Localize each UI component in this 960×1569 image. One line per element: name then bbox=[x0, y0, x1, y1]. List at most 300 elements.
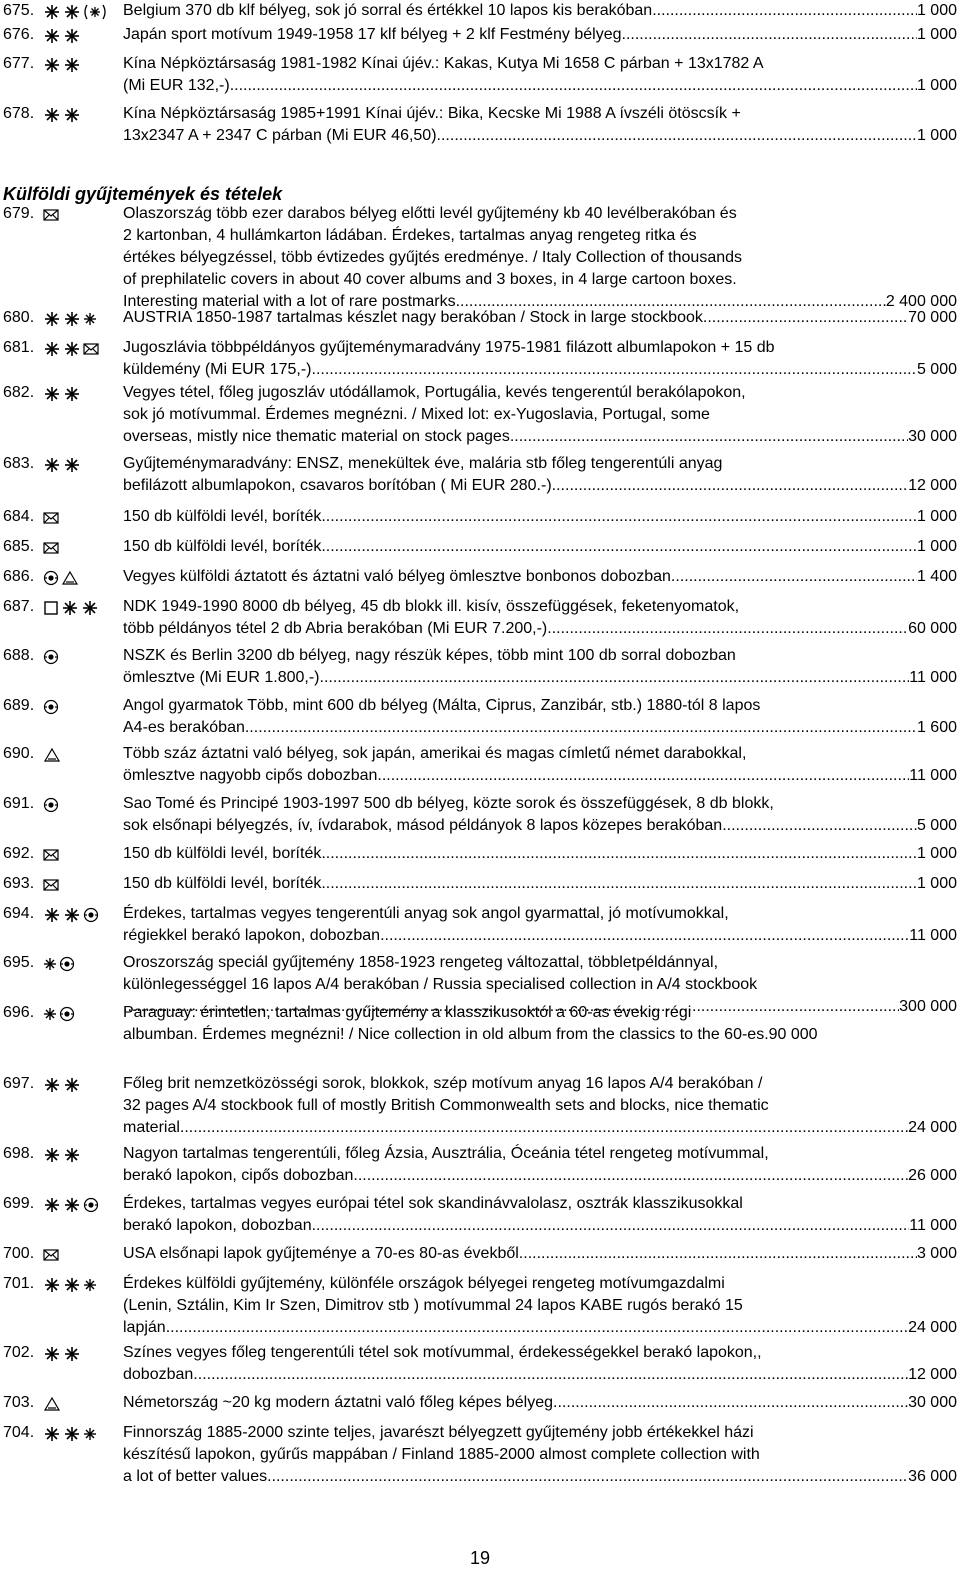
description-line bbox=[123, 1444, 957, 1466]
cancelled-icon bbox=[83, 907, 99, 923]
description-line bbox=[123, 596, 957, 618]
cancelled-icon bbox=[43, 649, 59, 665]
description-text: Paraguay: érintetlen, tartalmas gyűjtemény a klasszikusoktól a 60-as évekig régi bbox=[123, 1004, 692, 1021]
dot-leader bbox=[722, 815, 917, 837]
description-line bbox=[123, 359, 957, 381]
dot-leader bbox=[353, 1165, 908, 1187]
condition-icons bbox=[43, 341, 99, 357]
description-text: material bbox=[123, 1119, 180, 1136]
description-text: (Lenin, Sztálin, Kim Ir Szen, Dimitrov stb ) motívummal 24 lapos KABE rugós berakó 15 bbox=[123, 1297, 743, 1314]
description-text: 32 pages A/4 stockbook full of mostly British Commonwealth sets and blocks, nice thematic bbox=[123, 1097, 769, 1114]
condition-icons bbox=[43, 1426, 97, 1442]
description-line bbox=[123, 1466, 957, 1488]
description-line bbox=[123, 1342, 957, 1364]
description-text: berakó lapokon, cipős dobozban bbox=[123, 1167, 354, 1184]
envelope-icon bbox=[83, 342, 99, 356]
mint-hinged-icon bbox=[43, 57, 61, 73]
dot-leader bbox=[193, 1364, 908, 1386]
lot-number: 693. bbox=[3, 875, 35, 892]
envelope-icon bbox=[43, 848, 59, 862]
description-line bbox=[123, 1273, 957, 1295]
description-line bbox=[123, 793, 957, 815]
lot-number: 696. bbox=[3, 1004, 35, 1021]
envelope-icon bbox=[43, 541, 59, 555]
condition-icons bbox=[43, 386, 81, 402]
lot-number: 678. bbox=[3, 105, 35, 122]
lot-price: 26 000 bbox=[908, 1167, 957, 1184]
description-line bbox=[123, 952, 957, 974]
cancelled-icon bbox=[59, 1006, 75, 1022]
lot-description bbox=[123, 453, 957, 497]
condition-icons bbox=[43, 4, 107, 20]
description-text: Több száz áztatni való bélyeg, sok japán, amerikai és magas címletű német darabokkal, bbox=[123, 745, 747, 762]
lot-description bbox=[123, 1193, 957, 1237]
condition-icons bbox=[43, 1147, 81, 1163]
lot-number: 690. bbox=[3, 745, 35, 762]
description-line bbox=[123, 1117, 957, 1139]
lot-number: 681. bbox=[3, 339, 35, 356]
dot-leader bbox=[321, 506, 917, 528]
section-heading: Külföldi gyűjtemények és tételek bbox=[3, 184, 283, 204]
lot-number: 691. bbox=[3, 795, 35, 812]
lot-description bbox=[123, 382, 957, 448]
description-line bbox=[123, 695, 957, 717]
dot-leader bbox=[312, 1215, 910, 1237]
lot-number: 684. bbox=[3, 508, 35, 525]
mint-hinged-icon bbox=[63, 386, 81, 402]
lot-number: 676. bbox=[3, 26, 35, 43]
description-text: több példányos tétel 2 db Abria berakóban (Mi EUR 7.200,-) bbox=[123, 620, 548, 637]
lot-description bbox=[123, 903, 957, 947]
cancelled-icon bbox=[83, 1197, 99, 1213]
on-paper-icon bbox=[43, 747, 61, 763]
dot-leader bbox=[267, 1466, 908, 1488]
description-text: különlegességgel 16 lapos A/4 berakóban / Russia specialised collection in A/4 stockbook bbox=[123, 976, 758, 993]
condition-icons bbox=[43, 28, 81, 44]
dot-leader bbox=[622, 24, 917, 46]
description-text: Kína Népköztársaság 1981-1982 Kínai újév.: Kakas, Kutya Mi 1658 C párban + 13x1782 A bbox=[123, 55, 764, 72]
mint-hinged-icon bbox=[43, 311, 61, 327]
lot-price: 60 000 bbox=[908, 620, 957, 637]
lot-price: 11 000 bbox=[909, 767, 957, 784]
condition-icons bbox=[43, 649, 59, 665]
description-text: Gyűjteménymaradvány: ENSZ, menekültek éve, malária stb főleg tengerentúli anyag bbox=[123, 455, 723, 472]
lot-description bbox=[123, 1342, 957, 1386]
lot-description bbox=[123, 793, 957, 837]
lot-number: 700. bbox=[3, 1245, 35, 1262]
lot-description bbox=[123, 203, 957, 313]
condition-icons bbox=[43, 847, 59, 863]
mint-hinged-icon bbox=[63, 907, 81, 923]
lot-number: 697. bbox=[3, 1075, 35, 1092]
on-paper-icon bbox=[61, 570, 79, 586]
envelope-icon bbox=[43, 1248, 59, 1262]
description-text: küldemény (Mi EUR 175,-) bbox=[123, 361, 312, 378]
lot-number: 703. bbox=[3, 1394, 35, 1411]
description-text: Vegyes tétel, főleg jugoszláv utódállamok, Portugália, kevés tengerentúl berakólapokon, bbox=[123, 384, 746, 401]
description-text: Érdekes, tartalmas vegyes tengerentúli anyag sok angol gyarmattal, jó motívumokkal, bbox=[123, 905, 729, 922]
condition-icons bbox=[43, 1006, 75, 1022]
description-line bbox=[123, 1143, 957, 1165]
lot-price: 36 000 bbox=[908, 1468, 957, 1485]
hinged-icon bbox=[83, 1426, 97, 1442]
lot-number: 695. bbox=[3, 954, 35, 971]
description-text: A4-es berakóban bbox=[123, 719, 245, 736]
lot-number: 680. bbox=[3, 309, 35, 326]
dot-leader bbox=[652, 0, 917, 22]
description-line bbox=[123, 1095, 957, 1117]
description-line bbox=[123, 337, 957, 359]
description-line bbox=[123, 24, 957, 46]
lot-price: 1 000 bbox=[916, 508, 957, 525]
condition-icons bbox=[43, 510, 59, 526]
lot-price: 1 000 bbox=[916, 26, 957, 43]
lot-number: 694. bbox=[3, 905, 35, 922]
lot-number: 698. bbox=[3, 1145, 35, 1162]
description-text: Érdekes, tartalmas vegyes európai tétel sok skandinávvalolasz, osztrák klasszikusokkal bbox=[123, 1195, 743, 1212]
mint-hinged-icon bbox=[63, 57, 81, 73]
mint-hinged-icon bbox=[43, 907, 61, 923]
lot-price: 11 000 bbox=[909, 669, 957, 686]
description-text: AUSTRIA 1850-1987 tartalmas készlet nagy berakóban / Stock in large stockbook bbox=[123, 309, 703, 326]
lot-number: 685. bbox=[3, 538, 35, 555]
description-line bbox=[123, 717, 957, 739]
dot-leader bbox=[321, 536, 917, 558]
description-line bbox=[123, 269, 957, 291]
description-text: készítésű lapokon, gyűrűs mappában / Finland 1885-2000 almost complete collection with bbox=[123, 1446, 760, 1463]
description-text: Oroszország speciál gyűjtemény 1858-1923 rengeteg változattal, többletpéldánnyal, bbox=[123, 954, 719, 971]
dot-leader bbox=[380, 925, 909, 947]
mint-hinged-icon bbox=[43, 1147, 61, 1163]
lot-description bbox=[123, 1143, 957, 1187]
lot-price: 3 000 bbox=[916, 1245, 957, 1262]
lot-price: 2 400 000 bbox=[885, 293, 957, 310]
description-line bbox=[123, 426, 957, 448]
description-line bbox=[123, 765, 957, 787]
description-text: albumban. Érdemes megnézni! / Nice collection in old album from the classics to the 60-es. bbox=[123, 1026, 769, 1043]
description-line bbox=[123, 103, 957, 125]
description-text: 13x2347 A + 2347 C párban (Mi EUR 46,50) bbox=[123, 127, 437, 144]
dot-leader bbox=[377, 765, 909, 787]
description-line bbox=[123, 506, 957, 528]
description-line bbox=[123, 974, 957, 996]
description-line bbox=[123, 536, 957, 558]
description-line bbox=[123, 453, 957, 475]
lot-description bbox=[123, 1392, 957, 1414]
condition-icons bbox=[43, 311, 97, 327]
hinged-icon bbox=[83, 1277, 97, 1293]
mint-hinged-icon bbox=[63, 1426, 81, 1442]
on-paper-icon bbox=[43, 1396, 61, 1412]
lot-description bbox=[123, 596, 957, 640]
dot-leader bbox=[321, 843, 917, 865]
hinged-icon bbox=[83, 311, 97, 327]
lot-description bbox=[123, 1073, 957, 1139]
lot-price: 90 000 bbox=[768, 1026, 818, 1043]
dot-leader bbox=[514, 426, 908, 448]
lot-description bbox=[123, 506, 957, 528]
dot-leader bbox=[245, 717, 917, 739]
block-icon bbox=[43, 600, 59, 616]
description-text: értékes bélyegzéssel, több évtizedes gyűjtés eredménye. / Italy Collection of thousands bbox=[123, 249, 743, 266]
description-line bbox=[123, 1193, 957, 1215]
lot-price: 70 000 bbox=[908, 309, 957, 326]
mint-hinged-icon bbox=[43, 1426, 61, 1442]
description-text: a lot of better values bbox=[123, 1468, 268, 1485]
description-line bbox=[123, 1165, 957, 1187]
cancelled-icon bbox=[43, 699, 59, 715]
lot-number: 689. bbox=[3, 697, 35, 714]
lot-price: 1 000 bbox=[916, 77, 957, 94]
lot-description bbox=[123, 337, 957, 381]
description-text: befilázott albumlapokon, csavaros borítóban ( Mi EUR 280.-) bbox=[123, 477, 552, 494]
description-text: 150 db külföldi levél, boríték bbox=[123, 538, 322, 555]
lot-price: 5 000 bbox=[916, 361, 957, 378]
description-text: sok jó motívummal. Érdemes megnézni. / Mixed lot: ex-Yugoslavia, Portugal, some bbox=[123, 406, 710, 423]
lot-number: 686. bbox=[3, 568, 35, 585]
description-text: Belgium 370 db klf bélyeg, sok jó sorral és értékkel 10 lapos kis berakóban bbox=[123, 2, 653, 19]
lot-description bbox=[123, 1002, 957, 1046]
lot-number: 704. bbox=[3, 1424, 35, 1441]
description-text: sok elsőnapi bélyegzés, ív, ívdarabok, másod példányok 8 lapos közepes berakóban bbox=[123, 817, 723, 834]
lot-description bbox=[123, 566, 957, 588]
dot-leader bbox=[437, 125, 917, 147]
condition-icons bbox=[43, 877, 59, 893]
description-line bbox=[123, 382, 957, 404]
lot-price: 1 400 bbox=[916, 568, 957, 585]
mint-hinged-icon bbox=[63, 1346, 81, 1362]
lot-description bbox=[123, 843, 957, 865]
lot-description bbox=[123, 1422, 957, 1488]
description-text: Finnország 1885-2000 szinte teljes, javarészt bélyegzett gyűjtemény jobb értékekkel házi bbox=[123, 1424, 754, 1441]
mint-hinged-icon bbox=[43, 1346, 61, 1362]
description-line bbox=[123, 307, 957, 329]
lot-number: 702. bbox=[3, 1344, 35, 1361]
description-text: of prephilatelic covers in about 40 cover albums and 3 boxes, in 4 large cartoon boxes. bbox=[123, 271, 737, 288]
description-text: 150 db külföldi levél, boríték bbox=[123, 845, 322, 862]
description-text: ömlesztve (Mi EUR 1.800,-) bbox=[123, 669, 320, 686]
condition-icons bbox=[43, 1277, 97, 1293]
mint-hinged-icon bbox=[43, 1077, 61, 1093]
description-text: Főleg brit nemzetközösségi sorok, blokkok, szép motívum anyag 16 lapos A/4 berakóban / bbox=[123, 1075, 763, 1092]
lot-description bbox=[123, 873, 957, 895]
description-line bbox=[123, 75, 957, 97]
condition-icons bbox=[43, 907, 99, 923]
mint-hinged-icon bbox=[43, 28, 61, 44]
description-text: Japán sport motívum 1949-1958 17 klf bélyeg + 2 klf Festmény bélyeg bbox=[123, 26, 622, 43]
envelope-icon bbox=[43, 511, 59, 525]
description-line bbox=[123, 843, 957, 865]
lot-price: 12 000 bbox=[908, 1366, 957, 1383]
condition-icons bbox=[43, 1197, 99, 1213]
lot-number: 692. bbox=[3, 845, 35, 862]
dot-leader bbox=[553, 1392, 908, 1414]
mint-hinged-icon bbox=[81, 600, 99, 616]
condition-icons bbox=[43, 699, 59, 715]
lot-price: 24 000 bbox=[908, 1119, 957, 1136]
condition-icons bbox=[43, 747, 61, 763]
lot-number: 699. bbox=[3, 1195, 35, 1212]
lot-description bbox=[123, 53, 957, 97]
description-line bbox=[123, 743, 957, 765]
mint-hinged-icon bbox=[43, 386, 61, 402]
lot-number: 683. bbox=[3, 455, 35, 472]
lot-description bbox=[123, 103, 957, 147]
condition-icons bbox=[43, 107, 81, 123]
mint-hinged-icon bbox=[43, 4, 61, 20]
description-text: Angol gyarmatok Több, mint 600 db bélyeg (Málta, Ciprus, Zanzibár, stb.) 1880-tól 8 lapos bbox=[123, 697, 761, 714]
description-line bbox=[123, 1073, 957, 1095]
description-text: Nagyon tartalmas tengerentúli, főleg Ázsia, Ausztrália, Óceánia tétel rengeteg motívummal, bbox=[123, 1145, 769, 1162]
cancelled-icon bbox=[43, 570, 59, 586]
mint-hinged-icon bbox=[43, 341, 61, 357]
description-line bbox=[123, 475, 957, 497]
description-text: Kína Népköztársaság 1985+1991 Kínai újév.: Bika, Kecske Mi 1988 A ívszéli ötöscsík + bbox=[123, 105, 741, 122]
description-line bbox=[123, 1295, 957, 1317]
mint-hinged-icon bbox=[43, 1277, 61, 1293]
description-line bbox=[123, 667, 957, 689]
lot-description bbox=[123, 307, 957, 329]
lot-price: 11 000 bbox=[909, 1217, 957, 1234]
description-text: Érdekes külföldi gyűjtemény, különféle országok bélyegei rengeteg motívumgazdalmi bbox=[123, 1275, 725, 1292]
mint-hinged-icon bbox=[63, 1277, 81, 1293]
mint-hinged-icon bbox=[63, 1197, 81, 1213]
hinged-parenthesized-icon bbox=[83, 4, 107, 20]
mint-hinged-icon bbox=[63, 28, 81, 44]
dot-leader bbox=[230, 75, 917, 97]
lot-description bbox=[123, 695, 957, 739]
mint-hinged-icon bbox=[63, 4, 81, 20]
description-text: régiekkel berakó lapokon, dobozban bbox=[123, 927, 381, 944]
lot-price: 24 000 bbox=[908, 1319, 957, 1336]
lot-number: 682. bbox=[3, 384, 35, 401]
envelope-icon bbox=[43, 208, 59, 222]
description-line bbox=[123, 1392, 957, 1414]
description-line bbox=[123, 618, 957, 640]
envelope-icon bbox=[43, 878, 59, 892]
description-line bbox=[123, 1317, 957, 1339]
condition-icons bbox=[43, 1247, 59, 1263]
lot-number: 701. bbox=[3, 1275, 35, 1292]
description-line bbox=[123, 1243, 957, 1265]
lot-price: 1 000 bbox=[916, 538, 957, 555]
mint-hinged-icon bbox=[43, 457, 61, 473]
description-text: Jugoszlávia többpéldányos gyűjteménymaradvány 1975-1981 filázott albumlapokon + 15 db bbox=[123, 339, 775, 356]
lot-description bbox=[123, 1243, 957, 1265]
description-text: NDK 1949-1990 8000 db bélyeg, 45 db blokk ill. kisív, összefüggések, feketenyomatok, bbox=[123, 598, 740, 615]
condition-icons bbox=[43, 457, 81, 473]
dot-leader bbox=[320, 667, 910, 689]
description-text: berakó lapokon, dobozban bbox=[123, 1217, 312, 1234]
description-text: Vegyes külföldi áztatott és áztatni való bélyeg ömlesztve bonbonos dobozban bbox=[123, 568, 671, 585]
lot-price: 300 000 bbox=[899, 998, 957, 1015]
description-text: Olaszország több ezer darabos bélyeg előtti levél gyűjtemény kb 40 levélberakóban és bbox=[123, 205, 737, 222]
lot-number: 679. bbox=[3, 205, 35, 222]
dot-leader bbox=[180, 1117, 908, 1139]
description-line bbox=[123, 1024, 957, 1046]
lot-description bbox=[123, 1273, 957, 1339]
description-text: lapján bbox=[123, 1319, 166, 1336]
description-line bbox=[123, 566, 957, 588]
description-text: overseas, mistly nice thematic material on stock pages. bbox=[123, 428, 515, 445]
condition-icons bbox=[43, 600, 99, 616]
lot-price: 1 000 bbox=[916, 875, 957, 892]
lot-description bbox=[123, 24, 957, 46]
description-text: dobozban bbox=[123, 1366, 194, 1383]
condition-icons bbox=[43, 57, 81, 73]
dot-leader bbox=[547, 618, 908, 640]
mint-hinged-icon bbox=[63, 311, 81, 327]
page-number: 19 bbox=[469, 1548, 491, 1568]
description-line bbox=[123, 125, 957, 147]
dot-leader bbox=[671, 566, 917, 588]
description-text: 150 db külföldi levél, boríték bbox=[123, 508, 322, 525]
description-text: NSZK és Berlin 3200 db bélyeg, nagy részük képes, több mint 100 db sorral dobozban bbox=[123, 647, 736, 664]
description-text: Németország ~20 kg modern áztatni való főleg képes bélyeg bbox=[123, 1394, 554, 1411]
condition-icons bbox=[43, 207, 59, 223]
description-text: Színes vegyes főleg tengerentúli tétel sok motívummal, érdekességekkel berakó lapokon,, bbox=[123, 1344, 762, 1361]
dot-leader bbox=[703, 307, 908, 329]
cancelled-icon bbox=[43, 797, 59, 813]
lot-number: 687. bbox=[3, 598, 35, 615]
condition-icons bbox=[43, 1346, 81, 1362]
condition-icons bbox=[43, 1077, 81, 1093]
mint-hinged-icon bbox=[63, 457, 81, 473]
description-line bbox=[123, 203, 957, 225]
description-line bbox=[123, 225, 957, 247]
mint-hinged-icon bbox=[43, 107, 61, 123]
description-line bbox=[123, 925, 957, 947]
lot-price: 5 000 bbox=[916, 817, 957, 834]
lot-description bbox=[123, 645, 957, 689]
lot-price: 30 000 bbox=[908, 428, 957, 445]
condition-icons bbox=[43, 797, 59, 813]
description-line bbox=[123, 0, 957, 22]
cancelled-icon bbox=[59, 956, 75, 972]
description-line bbox=[123, 645, 957, 667]
lot-price: 1 000 bbox=[916, 845, 957, 862]
lot-description bbox=[123, 743, 957, 787]
lot-number: 675. bbox=[3, 2, 35, 19]
mint-hinged-icon bbox=[63, 1147, 81, 1163]
dot-leader bbox=[519, 1243, 917, 1265]
lot-price: 12 000 bbox=[908, 477, 957, 494]
description-text: 2 kartonban, 4 hullámkarton ládában. Érdekes, tartalmas anyag rengeteg ritka és bbox=[123, 227, 697, 244]
description-line bbox=[123, 404, 957, 426]
dot-leader bbox=[321, 873, 917, 895]
lot-description bbox=[123, 0, 957, 22]
hinged-icon bbox=[43, 1006, 57, 1022]
mint-hinged-icon bbox=[61, 600, 79, 616]
description-line bbox=[123, 1002, 957, 1024]
condition-icons bbox=[43, 956, 75, 972]
lot-price: 1 600 bbox=[916, 719, 957, 736]
lot-description bbox=[123, 536, 957, 558]
dot-leader bbox=[552, 475, 908, 497]
mint-hinged-icon bbox=[43, 1197, 61, 1213]
lot-price: 30 000 bbox=[908, 1394, 957, 1411]
lot-number: 688. bbox=[3, 647, 35, 664]
description-line bbox=[123, 903, 957, 925]
condition-icons bbox=[43, 1396, 61, 1412]
description-line bbox=[123, 815, 957, 837]
lot-number: 677. bbox=[3, 55, 35, 72]
hinged-icon bbox=[43, 956, 57, 972]
condition-icons bbox=[43, 540, 59, 556]
description-text: 150 db külföldi levél, boríték bbox=[123, 875, 322, 892]
mint-hinged-icon bbox=[63, 107, 81, 123]
lot-price: 11 000 bbox=[909, 927, 957, 944]
